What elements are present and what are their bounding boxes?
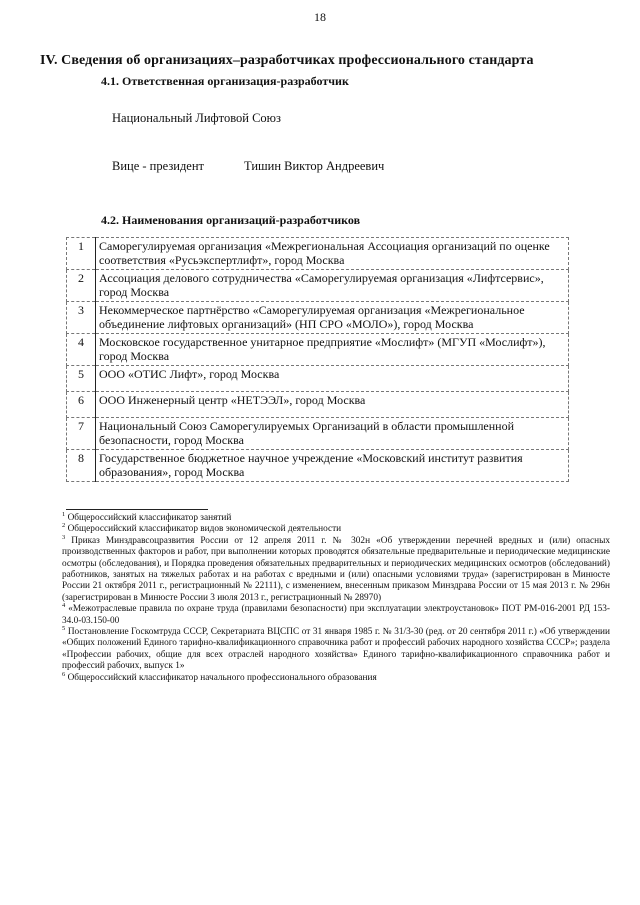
table-row <box>67 302 569 334</box>
footnote-text: «Межотраслевые правила по охране труда (правилами безопасности) при эксплуатации электроустановок» ПОТ РМ-016-2001 РД 153-34.0-03.150-00 <box>62 604 610 626</box>
table-row <box>67 450 569 482</box>
organization-name: ООО «ОТИС Лифт», город Москва <box>96 366 569 392</box>
footnote <box>62 670 610 684</box>
organization-name: Государственное бюджетное научное учреждение «Московский институт развития образования», город Москва <box>96 450 569 482</box>
row-number: 4 <box>67 334 96 366</box>
developers-table <box>66 237 569 482</box>
footnote-mark: 3 <box>62 533 66 541</box>
table-row <box>67 238 569 270</box>
footnote-divider <box>66 509 208 510</box>
footnote-text: Постановление Госкомтруда СССР, Секретариата ВЦСПС от 31 января 1985 г. № 31/3-30 (ред. от 20 сентября 2011 г.) «Об утверждении «Общих положений Единого тарифно-квалификационного справочника работ и профессий рабочих народного хозяйства СССР»; раздела «Профессии рабочих, общие для всех отраслей народного хозяйства» Единого тарифно-квалификационного справочника работ и профессий рабочих, выпуск 1» <box>62 627 611 672</box>
row-number: 6 <box>67 392 96 418</box>
subsection-4-2-heading: 4.2. Наименования организаций-разработчиков <box>101 213 361 227</box>
page-number: 18 <box>314 10 326 24</box>
responsible-organization: Национальный Лифтовой Союз <box>112 111 281 125</box>
footnote-text: Приказ Минздравсоцразвития России от 12 апреля 2011 г. № 302н «Об утверждении перечней вредных и (или) опасных производственных факторов и работ, при выполнении которых проводятся обязательные предварительные и периодические медицинские осмотры (обследования), и Порядка проведения обязательных предварительных и периодических медицинских осмотров (обследований) работников, занятых на тяжелых работах и на работах с вредными и (или) опасными условиями труда» (зарегистрирован в Минюсте России 21 октября 2011 г., регистрационный № 22111), с изменением, внесенным приказом Минздрава России от 15 мая 2013 г. № 296н (зарегистрирован в Минюсте России 3 июля 2013 г., регистрационный № 28970) <box>62 535 610 603</box>
section-title: IV. Сведения об организациях–разработчиках профессионального стандарта <box>40 53 534 68</box>
organization-name: Саморегулируемая организация «Межрегиональная Ассоциация организаций по оценке соответствия «Русьэкспертлифт», город Москва <box>96 238 569 270</box>
footnote-text: Общероссийский классификатор видов экономической деятельности <box>67 524 342 535</box>
organization-name: Ассоциация делового сотрудничества «Саморегулируемая организация «Лифтсервис», город Москва <box>96 270 569 302</box>
row-number: 1 <box>67 238 96 270</box>
footnote-mark: 4 <box>62 602 66 610</box>
footnote <box>62 624 611 673</box>
footnote-mark: 6 <box>62 670 66 678</box>
responsible-position: Вице - президент <box>112 159 205 173</box>
row-number: 8 <box>67 450 96 482</box>
row-number: 2 <box>67 270 96 302</box>
row-number: 5 <box>67 366 96 392</box>
table-row <box>67 392 569 418</box>
table-row <box>67 270 569 302</box>
organization-name: Московское государственное унитарное предприятие «Мослифт» (МГУП «Мослифт»), город Москва <box>96 334 569 366</box>
footnote-text: Общероссийский классификатор начального профессионального образования <box>67 672 377 683</box>
table-row <box>67 418 569 450</box>
footnote <box>62 604 610 627</box>
subsection-4-1-heading: 4.1. Ответственная организация-разработчик <box>101 74 349 88</box>
footnote-mark: 2 <box>62 522 66 530</box>
organization-name: ООО Инженерный центр «НЕТЭЭЛ», город Москва <box>96 392 569 418</box>
row-number: 3 <box>67 302 96 334</box>
footnote-mark: 1 <box>62 510 66 518</box>
responsible-person: Тишин Виктор Андреевич <box>244 159 385 173</box>
table-row <box>67 366 569 392</box>
footnote <box>62 524 610 535</box>
organization-name: Некоммерческое партнёрство «Саморегулируемая организация «Межрегиональное объединение лифтовых организаций» (НП СРО «МОЛО»), город Москва <box>96 302 569 334</box>
footnote-text: Общероссийский классификатор занятий <box>67 513 232 523</box>
footnote-mark: 5 <box>62 624 66 632</box>
organization-name: Национальный Союз Саморегулируемых Организаций в области промышленной безопасности, город Москва <box>96 418 569 450</box>
footnote <box>62 533 610 604</box>
footnote <box>62 510 610 524</box>
row-number: 7 <box>67 418 96 450</box>
table-row <box>67 334 569 366</box>
footnotes <box>62 510 611 684</box>
